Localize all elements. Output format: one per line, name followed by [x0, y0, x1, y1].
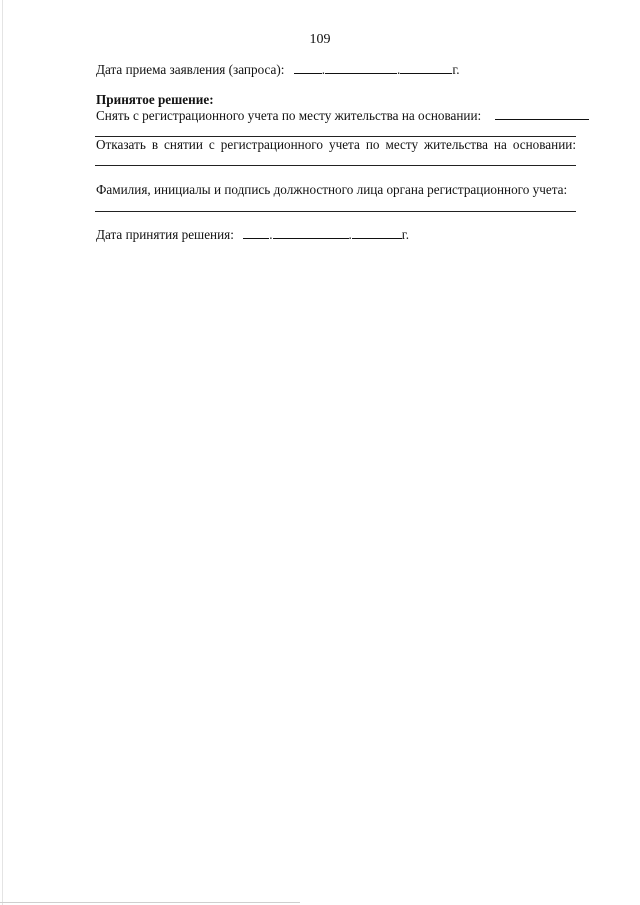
page-number: 109 [309, 32, 331, 47]
decision-heading: Принятое решение: [96, 92, 214, 107]
decision-year-blank [352, 227, 402, 239]
remove-registration-text: Снять с регистрационного учета по месту жительства на основании: [96, 108, 482, 123]
remove-registration-basis-blank [495, 108, 589, 120]
official-signature-label: Фамилия, инициалы и подпись должностного лица органа регистрационного учета: [96, 182, 568, 197]
decision-date-line: Дата принятия решения: . . г. [96, 227, 410, 242]
refuse-registration-text: Отказать в снятии с регистрационного учета по месту жительства на основании: [96, 137, 576, 152]
decision-day-blank [243, 227, 269, 239]
refuse-registration-line [96, 137, 576, 153]
application-month-blank [325, 62, 397, 74]
scan-edge [2, 0, 3, 905]
remove-registration-line [96, 108, 589, 124]
application-day-blank [294, 62, 322, 74]
application-year-suffix: г. [452, 62, 460, 77]
scan-edge-bottom [0, 902, 300, 903]
application-date-line: Дата приема заявления (запроса): . . г. [96, 62, 460, 77]
official-signature-rule [95, 211, 576, 212]
application-year-blank [400, 62, 452, 74]
decision-date-label: Дата принятия решения: [96, 227, 234, 242]
application-date-label: Дата приема заявления (запроса): [96, 62, 285, 77]
decision-year-suffix: г. [401, 227, 410, 242]
refuse-registration-basis-rule [95, 165, 576, 166]
official-signature-line [96, 182, 567, 198]
decision-month-blank [273, 227, 349, 239]
